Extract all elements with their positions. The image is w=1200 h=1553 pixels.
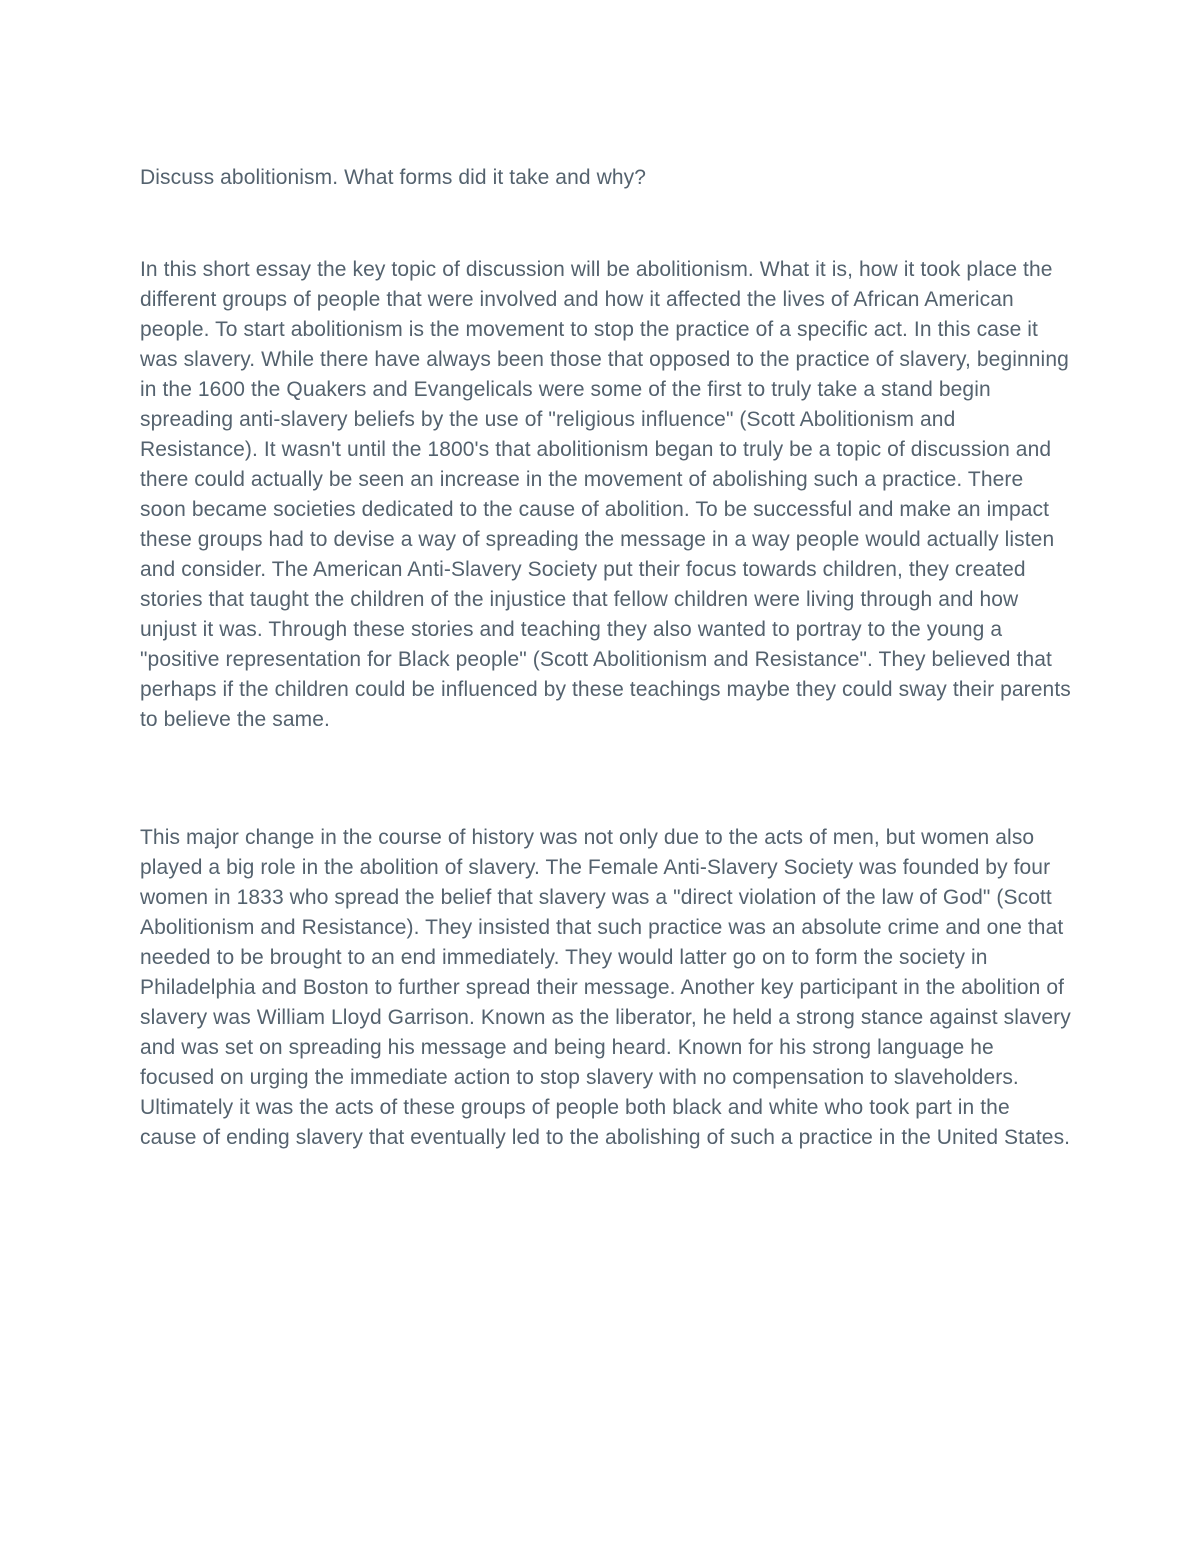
- essay-content: [140, 163, 1072, 1153]
- essay-title: Discuss abolitionism. What forms did it take and why?: [140, 166, 646, 189]
- essay-paragraph-1: In this short essay the key topic of discussion will be abolitionism. What it is, how it took place the different groups of people that were involved and how it affected the lives of African American people. To start abolitionism is the movement to stop the practice of a specific act. In this case it was slavery. While there have always been those that opposed to the practice of slavery, beginning in the 1600 the Quakers and Evangelicals were some of the first to truly take a stand begin spreading anti-slavery beliefs by the use of "religious influence" (Scott Abolitionism and Resistance). It wasn't until the 1800's that abolitionism began to truly be a topic of discussion and there could actually be seen an increase in the movement of abolishing such a practice. There soon became societies dedicated to the cause of abolition. To be successful and make an impact these groups had to devise a way of spreading the message in a way people would actually listen and consider. The American Anti-Slavery Society put their focus towards children, they created stories that taught the children of the injustice that fellow children were living through and how unjust it was. Through these stories and teaching they also wanted to portray to the young a "positive representation for Black people" (Scott Abolitionism and Resistance". They believed that perhaps if the children could be influenced by these teachings maybe they could sway their parents to believe the same.: [140, 258, 1071, 731]
- essay-paragraph-2: This major change in the course of history was not only due to the acts of men, but women also played a big role in the abolition of slavery. The Female Anti-Slavery Society was founded by four women in 1833 who spread the belief that slavery was a "direct violation of the law of God" (Scott Abolitionism and Resistance). They insisted that such practice was an absolute crime and one that needed to be brought to an end immediately. They would latter go on to form the society in Philadelphia and Boston to further spread their message. Another key participant in the abolition of slavery was William Lloyd Garrison. Known as the liberator, he held a strong stance against slavery and was set on spreading his message and being heard. Known for his strong language he focused on urging the immediate action to stop slavery with no compensation to slaveholders. Ultimately it was the acts of these groups of people both black and white who took part in the cause of ending slavery that eventually led to the abolishing of such a practice in the United States.: [140, 826, 1071, 1149]
